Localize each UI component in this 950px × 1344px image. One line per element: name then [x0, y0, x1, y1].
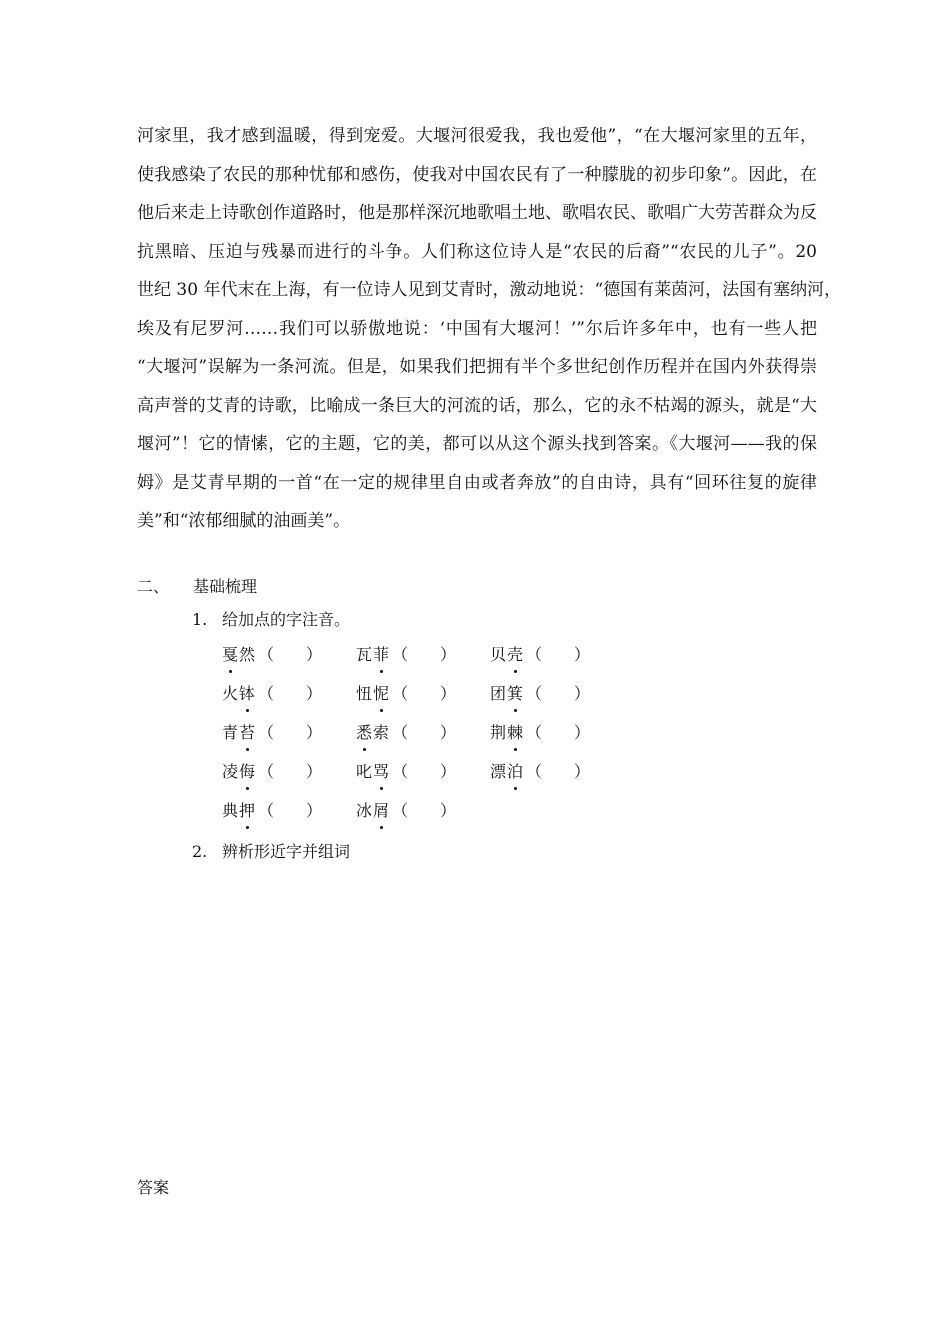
paragraph-line: 河家里，我才感到温暖，得到宠爱。大堰河很爱我，我也爱他”，“在大堰河家里的五年， [137, 126, 817, 146]
answer-blank: （ ） [526, 645, 591, 664]
answer-blank: （ ） [258, 801, 323, 820]
question-1 [192, 608, 350, 632]
pinyin-item: 冰屑 （ ） [356, 798, 456, 824]
answer-blank: （ ） [392, 762, 457, 781]
pinyin-item: 荆棘 （ ） [490, 720, 590, 746]
paragraph-line: 高声誉的艾青的诗歌，比喻成一条巨大的河流的话，那么，它的永不枯竭的源头，就是“大 [137, 395, 817, 416]
pinyin-item: 忸怩 （ ） [356, 681, 456, 707]
dotted-character: 棘 [507, 720, 524, 746]
question-text: 辨析形近字并组词 [222, 842, 351, 861]
dotted-character: 泊 [507, 759, 524, 785]
dotted-character: 屑 [373, 798, 390, 824]
paragraph-line: 姆》是艾青早期的一首“在一定的规律里自由或者奔放”的自由诗，具有“回环往复的旋律 [137, 472, 817, 493]
answer-blank: （ ） [392, 723, 457, 742]
dotted-character: 箕 [507, 681, 524, 707]
dotted-character: 悉 [356, 720, 373, 746]
answer-label: 答案 [137, 1178, 170, 1197]
pinyin-item: 瓦菲 （ ） [356, 642, 456, 668]
pinyin-item: 悉索 （ ） [356, 720, 456, 746]
answer-blank: （ ） [258, 645, 323, 664]
pinyin-item: 戛然 （ ） [222, 642, 322, 668]
dotted-character: 侮 [239, 759, 256, 785]
pinyin-item: 凌侮 （ ） [222, 759, 322, 785]
answer-blank: （ ） [526, 684, 591, 703]
section-number: 二、 [137, 577, 170, 596]
paragraph-line: 使我感染了农民的那种忧郁和感伤，使我对中国农民有了一种朦胧的初步印象”。因此，在 [137, 164, 817, 185]
answer-blank: （ ） [258, 723, 323, 742]
paragraph-line: 抗黑暗、压迫与残暴而进行的斗争。人们称这位诗人是“农民的后裔”“农民的儿子”。20 [137, 241, 817, 262]
section-title: 基础梳理 [193, 577, 258, 596]
question-number: 1. [192, 610, 208, 629]
answer-blank: （ ） [526, 762, 591, 781]
paragraph-line: 美”和“浓郁细腻的油画美”。 [137, 511, 351, 531]
pinyin-item: 贝壳 （ ） [490, 642, 590, 668]
dotted-character: 戛 [222, 642, 239, 668]
intro-paragraph [137, 117, 842, 541]
answer-blank: （ ） [258, 762, 323, 781]
pinyin-item: 火钵 （ ） [222, 681, 322, 707]
pinyin-item: 青苔 （ ） [222, 720, 322, 746]
dotted-character: 怩 [373, 681, 390, 707]
paragraph-line: 世纪 30 年代末在上海，有一位诗人见到艾青时，激动地说：“德国有莱茵河，法国有塞纳河， [137, 280, 842, 300]
question-2 [192, 840, 350, 864]
paragraph-line: “大堰河”误解为一条河流。但是，如果我们把拥有半个多世纪创作历程并在国内外获得崇 [137, 357, 817, 377]
dotted-character: 钵 [239, 681, 256, 707]
answer-blank: （ ） [392, 801, 457, 820]
pinyin-item: 团箕 （ ） [490, 681, 590, 707]
dotted-character: 壳 [507, 642, 524, 668]
paragraph-line: 堰河”！它的情愫，它的主题，它的美，都可以从这个源头找到答案。《大堰河——我的保 [137, 434, 817, 454]
answer-blank: （ ） [258, 684, 323, 703]
question-number: 2. [192, 842, 208, 861]
dotted-character: 押 [239, 798, 256, 824]
paragraph-line: 他后来走上诗歌创作道路时，他是那样深沉地歌唱土地、歌唱农民、歌唱广大劳苦群众为反 [137, 203, 817, 223]
paragraph-line: 埃及有尼罗河……我们可以骄傲地说：‘中国有大堰河！’”尔后许多年中，也有一些人把 [137, 318, 817, 339]
answer-blank: （ ） [526, 723, 591, 742]
dotted-character: 苔 [239, 720, 256, 746]
pinyin-item: 典押 （ ） [222, 798, 322, 824]
pinyin-item: 漂泊 （ ） [490, 759, 590, 785]
dotted-character: 菲 [373, 642, 390, 668]
pinyin-item: 叱骂 （ ） [356, 759, 456, 785]
answer-blank: （ ） [392, 645, 457, 664]
answer-blank: （ ） [392, 684, 457, 703]
dotted-character: 骂 [373, 759, 390, 785]
question-text: 给加点的字注音。 [222, 610, 351, 629]
